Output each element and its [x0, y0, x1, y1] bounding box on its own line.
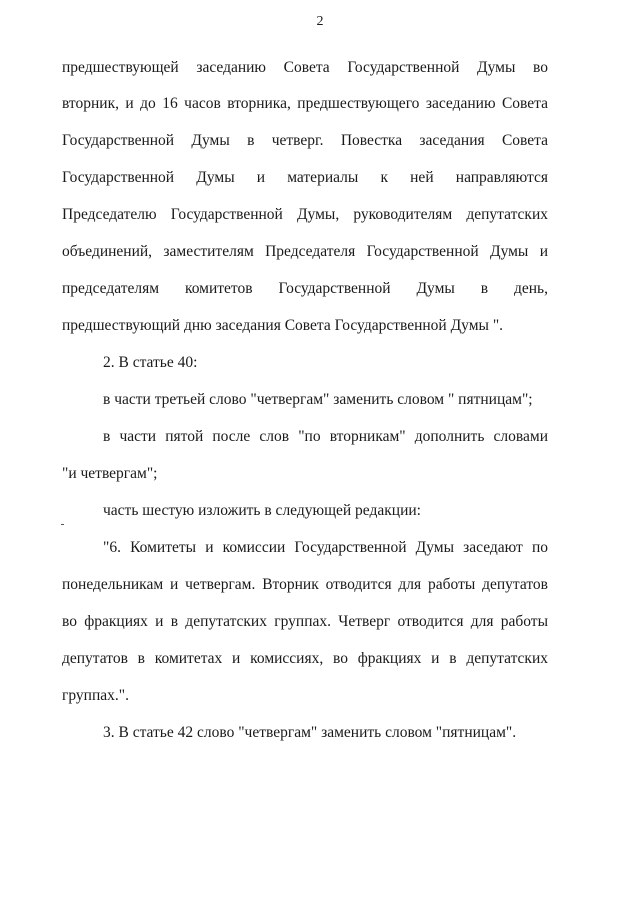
text-line: Государственной Думы и материалы к ней направляются [62, 169, 548, 186]
text-line: председателям комитетов Государственной Думы в день, [62, 280, 548, 297]
page-number: 2 [316, 14, 324, 29]
text-line: вторник, и до 16 часов вторника, предшествующего заседанию Совета [62, 95, 548, 112]
text-line: Председателю Государственной Думы, руководителям депутатских [62, 206, 548, 223]
text-line: предшествующей заседанию Совета Государственной Думы во [62, 59, 548, 76]
margin-mark [61, 524, 64, 525]
text-line: объединений, заместителям Председателя Государственной Думы и [62, 243, 548, 260]
text-line: предшествующий дню заседания Совета Государственной Думы ". [62, 317, 504, 334]
text-line: группах.". [62, 687, 129, 704]
text-line: Государственной Думы в четверг. Повестка заседания Совета [62, 132, 548, 149]
section-heading: 3. В статье 42 слово "четвергам" заменить словом "пятницам". [103, 724, 517, 741]
text-line: депутатов в комитетах и комиссиях, во фракциях и в депутатских [62, 650, 548, 667]
text-line: в части третьей слово "четвергам" заменить словом " пятницам"; [103, 391, 533, 408]
text-line: понедельникам и четвергам. Вторник отводится для работы депутатов [62, 576, 548, 593]
text-line: "и четвергам"; [62, 465, 158, 482]
text-line: в части пятой после слов "по вторникам" дополнить словами [103, 428, 548, 445]
text-line: во фракциях и в депутатских группах. Четверг отводится для работы [62, 613, 548, 630]
text-line: "6. Комитеты и комиссии Государственной Думы заседают по [103, 539, 548, 556]
text-line: часть шестую изложить в следующей редакции: [103, 502, 421, 519]
section-heading: 2. В статье 40: [103, 354, 198, 371]
